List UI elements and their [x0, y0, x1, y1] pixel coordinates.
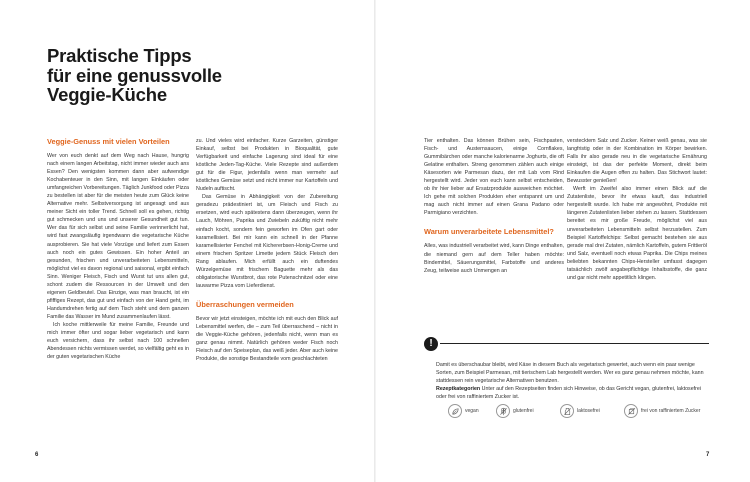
title-line-3: Veggie-Küche — [47, 84, 167, 105]
paragraph: verstecktem Salz und Zucker. Keiner weiß genau, was sie langfristig oder in der Kombination im Körper bewirken. Falls ihr also gerade neu in die vegetarische Ernährung einsteigt, ist das der perfekte Moment, direkt beim Einkaufen die Augen offen zu halten. Das Stichwort lautet: Bewusster genießen! — [567, 138, 707, 185]
section-heading-ueberraschungen: Überraschungen vermeiden — [196, 299, 294, 309]
paragraph: Bevor wir jetzt einsteigen, möchte ich mit euch den Blick auf Lebensmittel werfen, die – zum Teil überraschend – nicht in die Veggie-Küche gehören, jedenfalls nicht, wenn man es ganz genau nimmt. Natürlich gehören weder Fisch noch Fleisch auf den Speiseplan, das weiß jeder. Aber auch keine Produkte, die sonstige Bestandteile vom geschlachteten — [196, 315, 338, 363]
exclamation-icon: ! — [424, 337, 438, 351]
info-text — [436, 361, 708, 401]
paragraph: zu. Und vieles wird einfacher. Kurze Garzeiten, günstiger Einkauf, selbst bei Produkten in Bioqualität, gute Verfügbarkeit und einfache Lagerung sind ideal für eine köstliche Jeden-Tag-Küche. Viele Rezepte sind außerdem gut für die Figur, jedenfalls wenn man vermehr auf köstliches Gemüse setzt und nicht immer nur Kartoffeln und Nudeln auftischt. — [196, 138, 338, 193]
page-title — [47, 46, 307, 105]
legend-label: frei von raffiniertem Zucker — [641, 408, 701, 414]
paragraph: Ich koche mittlerweile für meine Familie, Freunde und mich immer öfter und sogar lieber vegetarisch und kann euch versichern, dass ihr selbst nach 100 schnellen Abendessen nichts vermissen werdet, so vielfältig geht es in der guten vegetarischen Küche — [47, 321, 189, 361]
sugar-free-icon — [624, 404, 638, 418]
page-number-right: 7 — [706, 452, 710, 458]
title-line-2: für eine genussvolle — [47, 64, 222, 86]
left-page-column-2 — [196, 137, 338, 447]
legend-label: glutenfrei — [513, 408, 534, 414]
info-box — [424, 337, 709, 437]
paragraph: Tier enthalten. Das können Brühen sein, Fischpasten, Fisch- und Austernsaucen, einige Cornflakes, Gummibärchen oder manche kalorienarme Joghurts, die oft Gelatine enthalten. Streng genommen zählen auch einige Käsesorten wie Parmesan dazu, der mit Lab vom Rind hergestellt wird. Jeder von euch kann selbst entscheiden, ob ihr hier lieber auf Ersatzprodukte ausweichen möchtet. Ich gehe mit solchen Produkten eher entspannt um und mag auch nicht immer auf einen Grana Padano oder Parmigiano verzichten. — [424, 138, 564, 217]
left-page-column-1 — [47, 137, 189, 447]
paragraph: Das Gemüse in Abhängigkeit von der Zubereitung geradezu prädestiniert ist, um Fleisch und Fisch zu ersetzen, wird euch spätestens dann überzeugen, wenn ihr Lauch, Möhren, Paprika und Zwiebeln zuküftig nicht mehr einfach kocht, sondern fein geworfen im Ofen gart oder karamellisiert. Bei mir kann ein schnell in der Pfanne karamellisierter Fenchel mit Kichererbsen-Honig-Creme und einem frischen Spritzer Limette jedem Stück Fleisch den Rang ablaufen. Mich erfüllt auch ein duftendes Würzelgemüse mit frischem Baguette mehr als das obligatorische Wurstbrot, das rote Putenschnitzel oder eine lauwarme Pizza vom Lieferdienst. — [196, 194, 338, 289]
info-categories-text: Unter auf den Rezeptseiten finden sich Hinweise, ob das Gericht vegan, glutenfrei, laktosefrei oder frei von raffiniertem Zucker ist. — [436, 386, 701, 400]
legend-label: laktosefrei — [577, 408, 600, 414]
legend-item-laktosefrei — [560, 403, 600, 419]
legend-item-zuckerfrei — [624, 403, 700, 419]
section-heading-vorteile: Veggie-Genuss mit vielen Vorteilen — [47, 137, 170, 146]
info-divider — [440, 343, 709, 344]
right-page-column-1 — [424, 137, 564, 347]
lactose-free-icon — [560, 404, 574, 418]
page-gutter — [374, 0, 376, 482]
info-label: Rezeptkategorien — [436, 386, 481, 392]
legend-label: vegan — [465, 408, 479, 414]
category-legend — [436, 403, 708, 419]
vegan-leaf-icon — [448, 404, 462, 418]
right-page-column-2 — [567, 137, 707, 357]
page-number-left: 6 — [35, 452, 39, 458]
paragraph: Wer von euch denkt auf dem Weg nach Hause, hungrig nach einem langen Arbeitstag, nicht immer wieder auch ans Essen? Den wenigsten kommen dann aber aufwendige Kochabenteuer in den Sinn, mit langen Einkäufen oder umfangreichen Vorbereitungen. Täglich Junkfood oder Pizza zu bestellen ist aber für die meisten heute zum Glück keine Alternative mehr. Selbstversorgung ist angesagt und aus meiner Sicht ein toller Trend. Schnell soll es gehen, richtig gut schmecken und uns und unserer Gesundheit gut tun. Wer das für sich selbst und seine Familie verinnerlicht hat, wird fast zwangsläufig irgendwann die vegetarische Küche ausprobieren. Sie hat viele Vorzüge und liefert zum Essen auch noch ein gutes Gewissen. Ein hoher Anteil an gesunden, frischen und unverarbeiteten Lebensmitteln, möglichst viel es davon regional und saisonal, ergibt einfach Sinn. Weniger Fleisch, Fisch und Wurst tut uns allen gut, schont zudem die Ressourcen in der Umwelt und den eigenen Geldbeutel. Das Einzige, was man braucht, ist ein pfiffiges Rezept, das gut und einfach von der Hand geht, im Handumdrehen fertig auf dem Tisch steht und dem ganzen Familie das Wasser im Mund zusammenlaufen lässt. — [47, 153, 189, 320]
gluten-free-icon — [496, 404, 510, 418]
legend-item-glutenfrei — [496, 403, 534, 419]
legend-item-vegan — [448, 403, 479, 419]
section-heading-unverarbeitet: Warum unverarbeitete Lebensmittel? — [424, 227, 554, 237]
paragraph: Werft im Zweifel also immer einen Blick auf die Zutatenliste, bevor ihr etwas kauft, das industriell hergestellt wurde. Ich habe mir angewöhnt, Produkte mit längeren Zutatenlisten lieber stehen zu lassen. Stattdessen bereitet es mir große Freude, möglichst viel aus unverarbeiteten Lebensmitteln selbst herzustellen. Zum Beispiel Kartoffelchips: Selbst gemacht bestehen sie aus gerade mal drei Zutaten, nämlich Kartoffeln, gutem Frittieröl und Salz, eventuell noch etwas Paprika. Die Chips meines beliebten bekannten Chips-Hersteller umfasst dagegen tatsächlich zwölf angabepflichtige Inhaltsstoffe, die ganz und gar nicht mehr appetitlich klingen. — [567, 186, 707, 281]
paragraph: Alles, was industriell verarbeitet wird, kann Dinge enthalten, die niemand gern auf dem Teller haben möchte: Bindemittel, Säuerungsmittel, Farbstoffe und anderes Zeug, teilweise auch Unmengen an — [424, 243, 564, 274]
title-line-1: Praktische Tipps — [47, 45, 192, 66]
info-note: Damit es überschaubar bleibt, wird Käse in diesem Buch als vegetarisch gewertet, auch wenn ein paar wenige Sorten, zum Beispiel Parmesan, mit tierischem Lab hergestellt werden. Wer es ganz genau nehmen möchte, kann stattdessen rein vegetarische Alternativen benutzen. — [436, 362, 704, 384]
